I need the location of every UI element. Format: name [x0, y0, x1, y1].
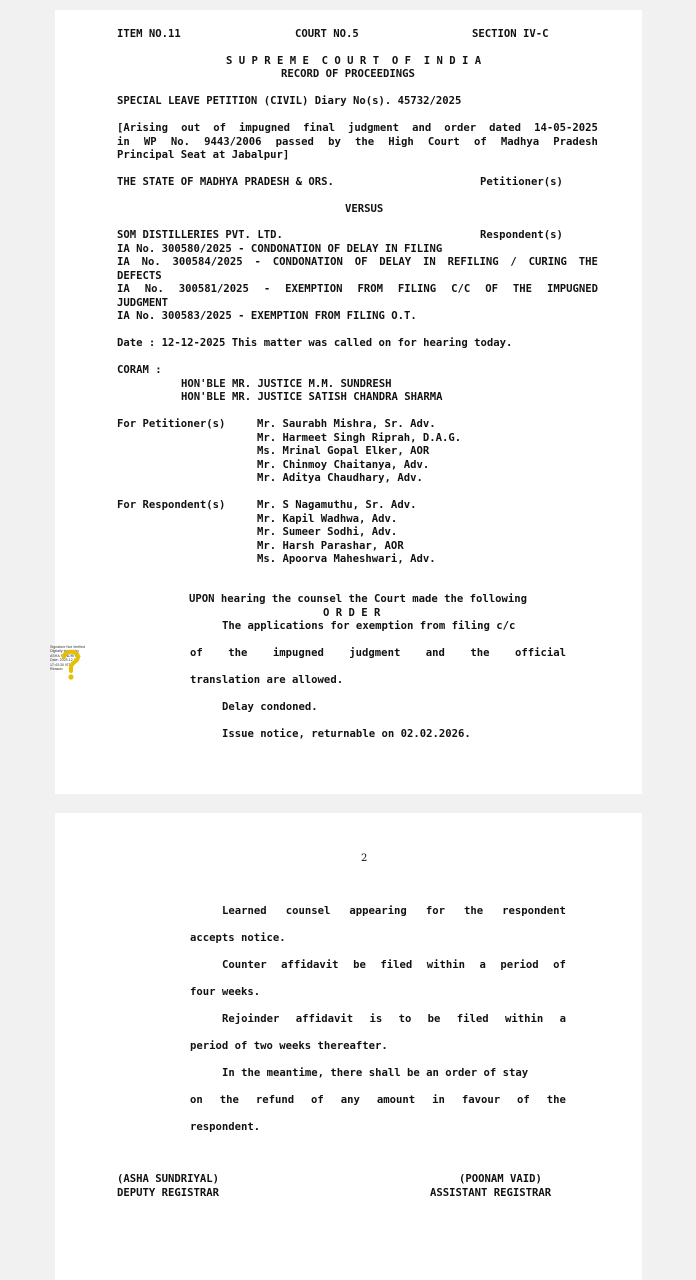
- word: IA: [117, 283, 130, 295]
- word: and: [425, 647, 445, 659]
- word: CURING: [528, 256, 567, 268]
- arising-line-2: [117, 136, 598, 150]
- word: appearing: [349, 905, 407, 917]
- word: judgment: [348, 122, 400, 134]
- order-para-6-line-2: period of two weeks thereafter.: [190, 1040, 388, 1052]
- word: Learned: [222, 905, 267, 917]
- word: Madhya: [500, 135, 540, 148]
- word: be: [427, 1013, 441, 1025]
- word: No.: [170, 135, 190, 148]
- order-para-1-line-2: [190, 647, 566, 661]
- word: the: [228, 647, 248, 659]
- word: Pradesh: [553, 135, 598, 148]
- word: WP: [143, 135, 157, 148]
- word: [Arising: [117, 122, 169, 134]
- ia-application-1: IA No. 300580/2025 - CONDONATION OF DELAY IN FILING: [117, 242, 443, 255]
- word: favour: [461, 1094, 501, 1106]
- word: CONDONATION: [272, 256, 343, 268]
- word: order: [444, 122, 477, 134]
- word: period: [500, 959, 539, 971]
- counsel-petitioner-label: For Petitioner(s): [117, 418, 226, 430]
- word: OF: [485, 283, 498, 295]
- word: the: [470, 647, 490, 659]
- word: No.: [144, 283, 164, 295]
- word: THE: [512, 283, 533, 295]
- word: of: [553, 959, 566, 971]
- order-para-2: Delay condoned.: [222, 701, 318, 713]
- judge-2: HON'BLE MR. JUSTICE SATISH CHANDRA SHARMA: [181, 391, 443, 403]
- counsel-petitioner-3: Ms. Mrinal Gopal Elker, AOR: [257, 445, 430, 457]
- ia-application-4: IA No. 300583/2025 - EXEMPTION FROM FILING O.T.: [117, 310, 417, 322]
- assistant-registrar-title: ASSISTANT REGISTRAR: [430, 1187, 552, 1199]
- word: by: [328, 135, 341, 148]
- word: any: [340, 1094, 360, 1106]
- word: the: [463, 905, 484, 917]
- word: to: [398, 1013, 412, 1025]
- word: the: [219, 1094, 239, 1106]
- order-para-1-line-1: The applications for exemption from filing c/c: [222, 620, 516, 632]
- digital-signature-stamp: [50, 645, 92, 685]
- petition-title: SPECIAL LEAVE PETITION (CIVIL) Diary No(s). 45732/2025: [117, 95, 462, 107]
- word: a: [559, 1013, 566, 1025]
- word: of: [190, 647, 203, 659]
- word: IA: [117, 256, 130, 268]
- counsel-respondent-4: Mr. Harsh Parashar, AOR: [257, 539, 404, 552]
- petitioner-name: THE STATE OF MADHYA PRADESH & ORS.: [117, 176, 334, 188]
- word: 300581/2025: [178, 283, 249, 295]
- word: /: [510, 256, 517, 268]
- word: C/C: [451, 283, 471, 295]
- word: official: [514, 647, 566, 659]
- ia-application-3-cont: JUDGMENT: [117, 296, 169, 309]
- word: of: [473, 135, 487, 148]
- word: filed: [380, 959, 413, 971]
- word: within: [426, 959, 465, 971]
- respondent-name: SOM DISTILLERIES PVT. LTD.: [117, 229, 283, 241]
- word: DELAY: [379, 256, 412, 268]
- order-para-7-line-1: In the meantime, there shall be an order of stay: [222, 1067, 529, 1079]
- word: FROM: [357, 283, 383, 295]
- deputy-registrar-name: (ASHA SUNDRIYAL): [117, 1173, 220, 1185]
- order-para-6-line-1: [222, 1013, 566, 1027]
- counsel-petitioner-5: Mr. Aditya Chaudhary, Adv.: [257, 472, 423, 484]
- court-title: S U P R E M E C O U R T O F I N D I A: [226, 55, 482, 67]
- assistant-registrar-name: (POONAM VAID): [459, 1173, 542, 1185]
- ia-application-3: [117, 283, 598, 297]
- counsel-respondent-5: Ms. Apoorva Maheshwari, Adv.: [257, 553, 436, 565]
- word: dated: [489, 122, 522, 134]
- word: EXEMPTION: [285, 283, 343, 295]
- petitioner-role: Petitioner(s): [480, 176, 563, 188]
- counsel-respondent-2: Mr. Kapil Wadhwa, Adv.: [257, 512, 398, 525]
- order-para-5-line-1: [222, 959, 566, 973]
- order-para-4-line-2: accepts notice.: [190, 932, 286, 944]
- order-para-4-line-1: [222, 905, 566, 919]
- word: IN: [422, 256, 436, 268]
- word: a: [479, 959, 486, 971]
- signature-text: Signature Not Verified Digitally signed by ASHA SUNDRIYAL Date: 2025.12.16 17:43:30 IST Reason:: [50, 645, 85, 672]
- coram-label: CORAM :: [117, 364, 162, 376]
- counsel-respondent-3: Mr. Sumeer Sodhi, Adv.: [257, 526, 398, 538]
- word: High: [388, 135, 414, 148]
- word: in: [117, 135, 130, 148]
- word: Rejoinder: [222, 1013, 280, 1025]
- deputy-registrar-title: DEPUTY REGISTRAR: [117, 1187, 220, 1199]
- arising-line-3: Principal Seat at Jabalpur]: [117, 149, 290, 161]
- word: be: [353, 959, 366, 971]
- counsel-respondent-1: Mr. S Nagamuthu, Sr. Adv.: [257, 499, 417, 511]
- word: counsel: [285, 905, 331, 917]
- word: -: [263, 283, 271, 295]
- word: affidavit: [295, 1013, 354, 1025]
- word: of: [213, 122, 226, 134]
- word: IMPUGNED: [546, 283, 598, 295]
- page-number: 2: [361, 853, 368, 864]
- ia-application-2-cont: DEFECTS: [117, 269, 162, 282]
- order-para-3: Issue notice, returnable on 02.02.2026.: [222, 728, 471, 740]
- word: impugned: [272, 647, 324, 659]
- word: the: [354, 135, 375, 148]
- word: 300584/2025: [172, 256, 243, 268]
- counsel-respondent-label: For Respondent(s): [117, 499, 226, 511]
- counsel-petitioner-4: Mr. Chinmoy Chaitanya, Adv.: [257, 458, 430, 471]
- word: No.: [141, 256, 161, 268]
- word: impugned: [239, 122, 291, 134]
- word: filed: [456, 1013, 489, 1025]
- versus-label: VERSUS: [345, 203, 384, 215]
- order-title: O R D E R: [323, 606, 381, 619]
- arising-line-1: [117, 122, 598, 136]
- counsel-petitioner-1: Mr. Saurabh Mishra, Sr. Adv.: [257, 418, 436, 430]
- word: for: [425, 905, 445, 917]
- word: out: [181, 122, 201, 134]
- word: of: [311, 1094, 324, 1106]
- word: and: [412, 122, 432, 134]
- respondent-role: Respondent(s): [480, 229, 563, 241]
- word: OF: [354, 256, 368, 268]
- word: affidavit: [281, 959, 339, 971]
- order-para-7-line-2: [190, 1094, 566, 1108]
- counsel-petitioner-2: Mr. Harmeet Singh Riprah, D.A.G.: [257, 431, 462, 444]
- upon-hearing: UPON hearing the counsel the Court made the following: [189, 593, 528, 605]
- word: Court: [427, 135, 460, 148]
- word: on: [190, 1094, 203, 1106]
- record-title: RECORD OF PROCEEDINGS: [281, 68, 415, 80]
- signature-question-icon: [60, 648, 82, 682]
- word: THE: [578, 256, 598, 268]
- word: in: [432, 1094, 445, 1106]
- section-label: SECTION IV-C: [472, 28, 549, 40]
- order-para-7-line-3: respondent.: [190, 1121, 261, 1133]
- hearing-date: Date : 12-12-2025 This matter was called on for hearing today.: [117, 337, 513, 349]
- word: judgment: [349, 647, 401, 659]
- word: respondent: [502, 905, 566, 917]
- word: passed: [275, 135, 314, 148]
- word: Counter: [222, 959, 267, 971]
- word: final: [303, 122, 335, 134]
- item-number: ITEM NO.11: [117, 28, 181, 40]
- word: is: [369, 1013, 383, 1025]
- judge-1: HON'BLE MR. JUSTICE M.M. SUNDRESH: [181, 377, 392, 390]
- document-page-1: [55, 10, 642, 794]
- document-page-2: [55, 813, 642, 1280]
- word: FILING: [397, 283, 437, 295]
- word: within: [504, 1013, 544, 1025]
- word: -: [254, 256, 261, 268]
- order-para-5-line-2: four weeks.: [190, 986, 261, 998]
- court-number: COURT NO.5: [295, 28, 359, 40]
- ia-application-2: [117, 256, 598, 270]
- word: REFILING: [447, 256, 499, 268]
- word: the: [546, 1094, 566, 1106]
- word: refund: [255, 1094, 295, 1106]
- word: of: [517, 1094, 530, 1106]
- word: 9443/2006: [204, 135, 262, 148]
- word: 14-05-2025: [534, 122, 598, 134]
- order-para-1-line-3: translation are allowed.: [190, 674, 344, 686]
- word: amount: [376, 1094, 416, 1106]
